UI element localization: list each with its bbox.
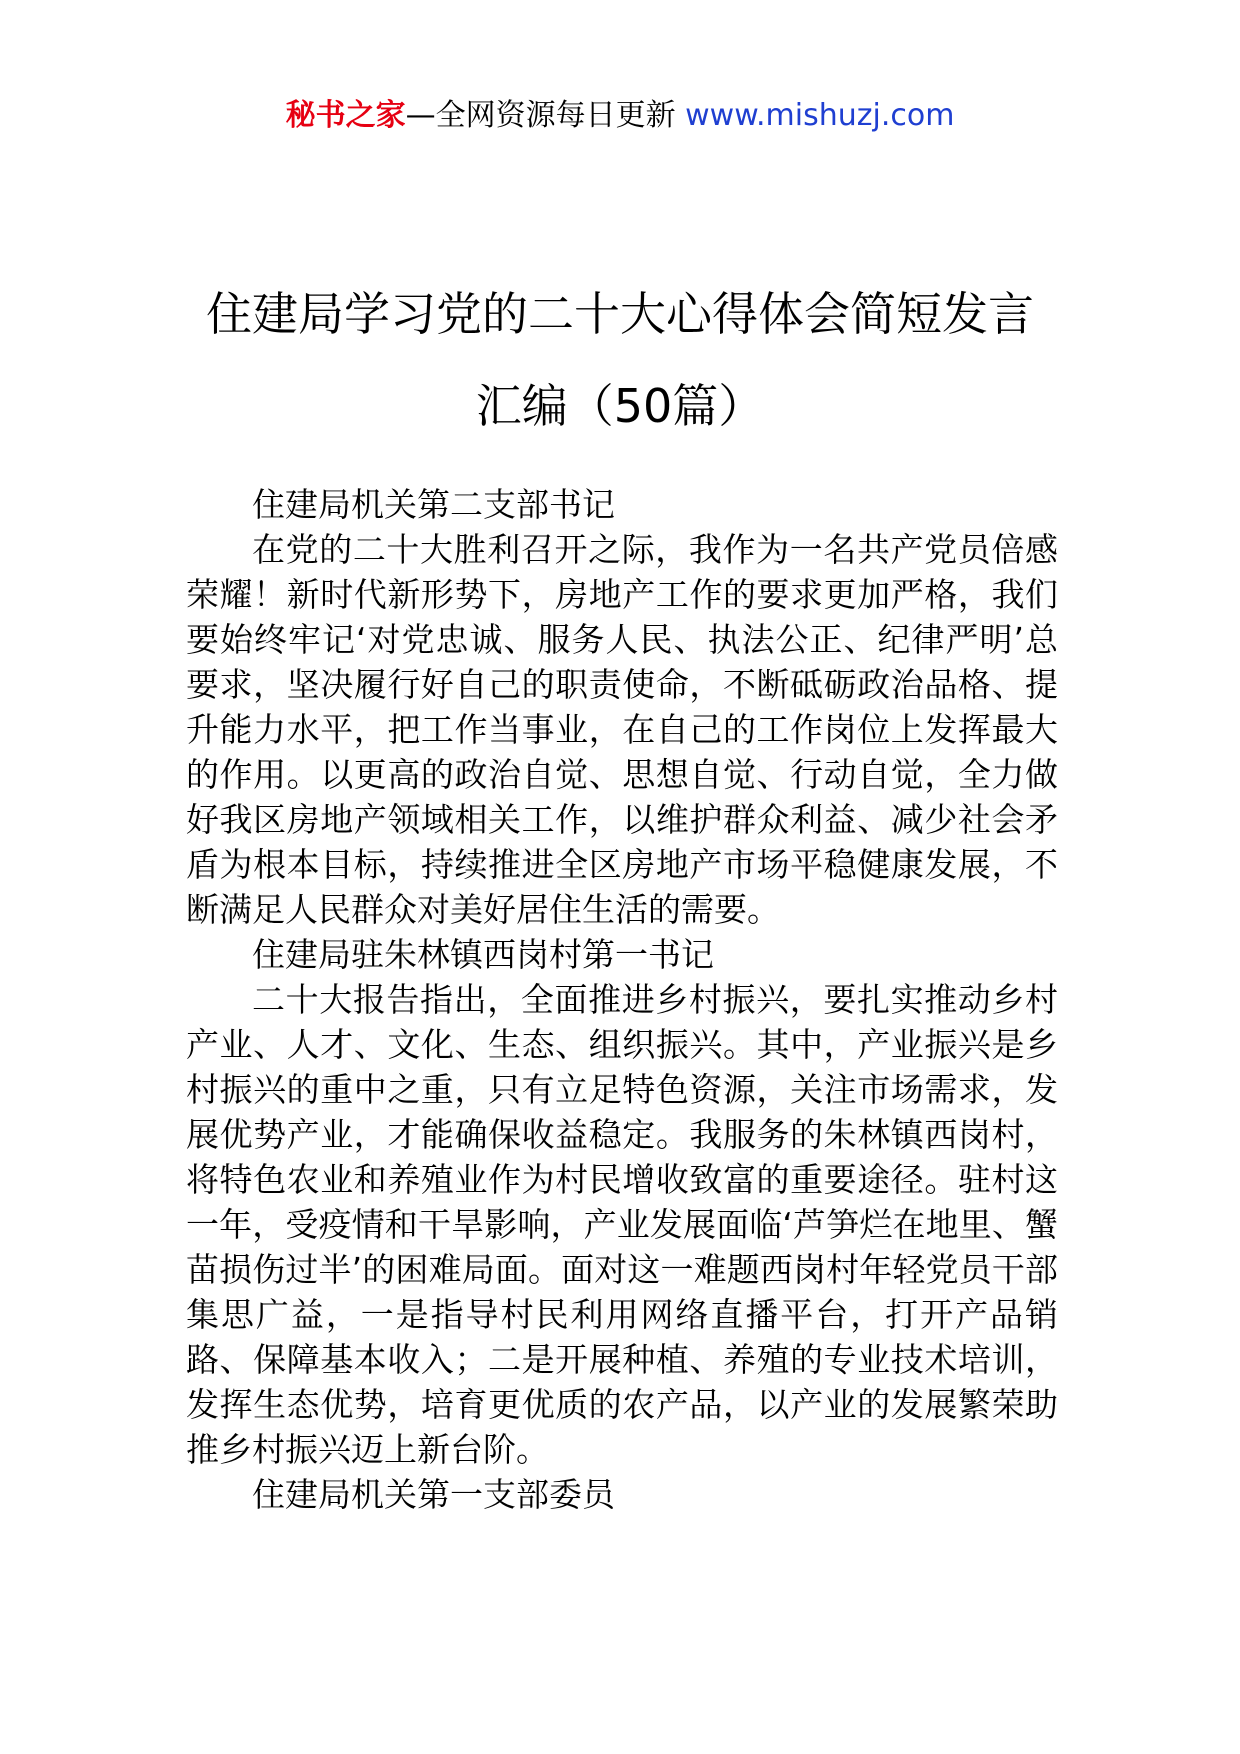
- section-author: 住建局机关第一支部委员: [252, 1475, 615, 1514]
- site-url-link[interactable]: www.mishuzj.com: [685, 98, 955, 133]
- document-body: [186, 482, 1058, 1517]
- site-header: [0, 96, 1240, 136]
- brand-name: 秘书之家: [285, 98, 406, 133]
- section-author: 住建局驻朱林镇西岗村第一书记: [252, 935, 714, 974]
- header-tagline: —全网资源每日更新: [405, 98, 676, 133]
- title-line-1: 住建局学习党的二十大心得体会简短发言: [206, 287, 1034, 341]
- document-title: [0, 268, 1240, 452]
- section-author: 住建局机关第二支部书记: [252, 485, 615, 524]
- title-line-2: 汇编（50篇）: [475, 379, 765, 433]
- section-paragraph: 二十大报告指出，全面推进乡村振兴，要扎实推动乡村产业、人才、文化、生态、组织振兴。其中，产业振兴是乡村振兴的重中之重，只有立足特色资源，关注市场需求，发展优势产业，才能确保收益稳定。我服务的朱林镇西岗村，将特色农业和养殖业作为村民增收致富的重要途径。驻村这一年，受疫情和干旱影响，产业发展面临‘芦笋烂在地里、蟹苗损伤过半’的困难局面。面对这一难题西岗村年轻党员干部集思广益，一是指导村民利用网络直播平台，打开产品销路、保障基本收入；二是开展种植、养殖的专业技术培训，发挥生态优势，培育更优质的农产品，以产业的发展繁荣助推乡村振兴迈上新台阶。: [186, 980, 1058, 1469]
- section-paragraph: 在党的二十大胜利召开之际，我作为一名共产党员倍感荣耀！新时代新形势下，房地产工作的要求更加严格，我们要始终牢记‘对党忠诚、服务人民、执法公正、纪律严明’总要求，坚决履行好自己的职责使命，不断砥砺政治品格、提升能力水平，把工作当事业，在自己的工作岗位上发挥最大的作用。以更高的政治自觉、思想自觉、行动自觉，全力做好我区房地产领域相关工作，以维护群众利益、减少社会矛盾为根本目标，持续推进全区房地产市场平稳健康发展，不断满足人民群众对美好居住生活的需要。: [186, 530, 1058, 929]
